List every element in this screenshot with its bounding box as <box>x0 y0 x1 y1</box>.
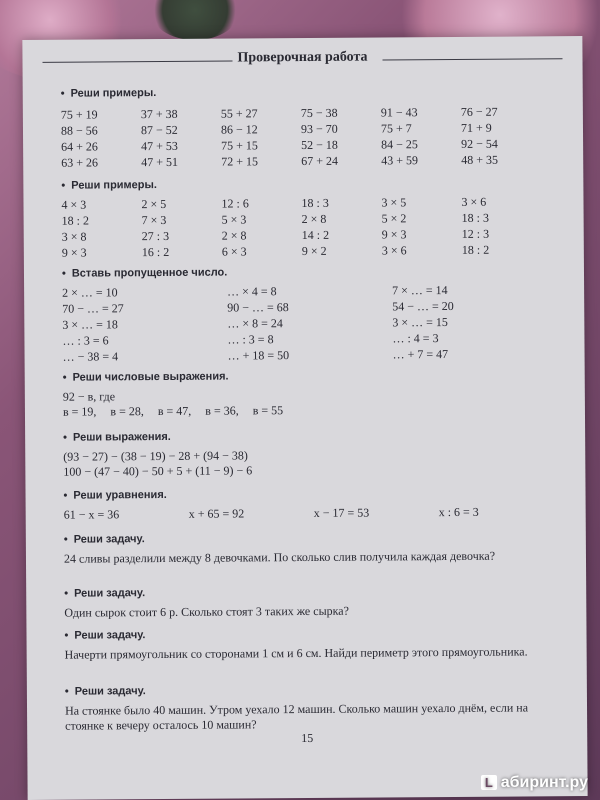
math-example: 76 − 27 <box>460 104 498 119</box>
missing-number-example: … − 38 = 4 <box>62 349 119 364</box>
missing-number-example: … : 3 = 8 <box>227 332 274 347</box>
math-example: 5 × 2 <box>381 211 407 226</box>
workbook-page <box>22 36 587 800</box>
math-example: 9 × 2 <box>301 243 327 259</box>
section-title: • Реши уравнения. <box>63 489 166 502</box>
word-problem: 24 сливы разделили между 8 девочками. По сколько слив получила каждая девочка? <box>63 548 496 566</box>
section-title: • Реши выражения. <box>63 431 171 444</box>
watermark-mark: L <box>481 775 497 790</box>
section-title: • Реши числовые выражения. <box>63 371 229 384</box>
math-example: 84 − 25 <box>381 137 418 152</box>
math-example: 92 − 54 <box>461 136 498 151</box>
exercise-grid-multiplication <box>61 194 541 259</box>
word-problem: Начерти прямоугольник со сторонами 1 см и 6 см. Найди периметр этого прямоугольника. <box>64 644 528 662</box>
math-example: 72 + 15 <box>221 154 259 169</box>
missing-number-example: … + 18 = 50 <box>227 348 290 363</box>
variable-value: в = 47, <box>157 403 192 419</box>
page-title: Проверочная работа <box>237 49 368 66</box>
equation: x − 17 = 53 <box>313 505 370 520</box>
variable-value: в = 28, <box>110 404 144 419</box>
math-example: 88 − 56 <box>60 123 98 138</box>
missing-number-example: … × 8 = 24 <box>227 316 283 331</box>
page-header <box>22 48 582 72</box>
missing-number-example: … + 7 = 47 <box>392 346 449 362</box>
numeric-expressions <box>63 388 283 419</box>
missing-number-example: 2 × … = 10 <box>62 285 118 300</box>
missing-number-example: 3 × … = 18 <box>62 317 118 332</box>
word-problem: Один сырок стоит 6 р. Сколько стоят 3 таких же сырка? <box>64 603 349 620</box>
section-title: • Реши примеры. <box>61 87 157 100</box>
math-example: 75 + 7 <box>380 121 412 136</box>
math-example: 18 : 2 <box>461 242 490 257</box>
expression-line: (93 − 27) − (38 − 19) − 28 + (94 − 38) <box>63 448 248 464</box>
math-example: 48 + 35 <box>461 152 499 167</box>
math-example: 37 + 38 <box>140 106 178 122</box>
math-example: 93 − 70 <box>300 121 338 137</box>
math-example: 91 − 43 <box>380 105 418 120</box>
missing-number-example: 54 − … = 20 <box>392 298 454 314</box>
math-example: 87 − 52 <box>140 122 178 138</box>
math-example: 5 × 3 <box>221 212 247 227</box>
math-example: 47 + 53 <box>141 138 178 154</box>
math-example: 52 − 18 <box>301 137 338 153</box>
word-problem: На стоянке было 40 машин. Утром уехало 12 машин. Сколько машин уехало днём, если на стоянке к вечеру осталось 10 машин? <box>64 700 529 733</box>
watermark-text: абиринт.ру <box>500 774 588 791</box>
math-example: 75 + 15 <box>221 138 258 153</box>
math-example: 2 × 5 <box>141 196 167 212</box>
expression-line: 100 − (47 − 40) − 50 + 5 + (11 − 9) − 6 <box>63 463 253 479</box>
watermark-logo <box>481 774 588 792</box>
math-example: 2 × 8 <box>301 211 327 227</box>
equation: x + 65 = 92 <box>188 506 245 521</box>
expressions <box>63 448 252 479</box>
missing-number-example: … × 4 = 8 <box>227 284 277 299</box>
math-example: 14 : 2 <box>301 227 330 243</box>
math-example: 75 + 19 <box>60 107 98 122</box>
math-example: 3 × 5 <box>381 195 407 210</box>
math-example: 12 : 3 <box>461 226 490 241</box>
math-example: 47 + 51 <box>141 154 179 170</box>
math-example: 12 : 6 <box>221 196 249 211</box>
section-title: • Реши задачу. <box>65 685 146 698</box>
missing-number-example: 3 × … = 15 <box>392 315 448 330</box>
math-example: 9 × 3 <box>381 227 407 242</box>
missing-number-example: 70 − … = 27 <box>62 301 124 316</box>
math-example: 43 + 59 <box>381 153 419 168</box>
math-example: 7 × 3 <box>141 212 167 228</box>
page-number: 15 <box>301 730 314 746</box>
math-example: 27 : 3 <box>141 228 170 244</box>
math-example: 3 × 6 <box>381 243 407 258</box>
expression-line: 92 − в, где <box>62 389 116 404</box>
math-example: 16 : 2 <box>141 244 170 260</box>
section-title: • Вставь пропущенное число. <box>62 267 227 280</box>
missing-number-example: … : 4 = 3 <box>392 331 439 346</box>
section-title: • Реши задачу. <box>64 533 145 546</box>
exercise-grid-missing-number <box>62 282 543 363</box>
math-example: 3 × 6 <box>461 194 487 209</box>
math-example: 6 × 3 <box>221 244 247 259</box>
equations <box>64 504 564 521</box>
math-example: 4 × 3 <box>61 197 87 212</box>
variable-values <box>63 403 283 419</box>
math-example: 71 + 9 <box>460 120 492 135</box>
section-title: • Реши задачу. <box>64 587 145 600</box>
math-example: 55 + 27 <box>220 106 258 121</box>
math-example: 18 : 3 <box>301 195 329 211</box>
variable-value: в = 36, <box>205 403 239 418</box>
math-example: 67 + 24 <box>301 153 339 169</box>
math-example: 9 × 3 <box>61 245 87 260</box>
math-example: 63 + 26 <box>61 155 99 170</box>
variable-value: в = 19, <box>62 404 97 419</box>
math-example: 3 × 8 <box>61 229 87 244</box>
section-title: • Реши примеры. <box>61 179 157 192</box>
variable-value: в = 55 <box>252 403 284 418</box>
math-example: 2 × 8 <box>221 228 247 243</box>
exercise-grid-addition <box>61 104 541 169</box>
background-flower <box>150 0 240 40</box>
math-example: 86 − 12 <box>220 122 258 137</box>
math-example: 18 : 2 <box>61 213 90 228</box>
missing-number-example: … : 3 = 6 <box>62 333 109 348</box>
equation: x : 6 = 3 <box>438 504 479 520</box>
math-example: 18 : 3 <box>461 210 489 225</box>
missing-number-example: 7 × … = 14 <box>392 283 448 298</box>
math-example: 75 − 38 <box>300 105 338 121</box>
missing-number-example: 90 − … = 68 <box>227 300 289 315</box>
section-title: • Реши задачу. <box>64 629 145 642</box>
math-example: 64 + 26 <box>61 139 98 154</box>
equation: 61 − x = 36 <box>63 507 120 522</box>
